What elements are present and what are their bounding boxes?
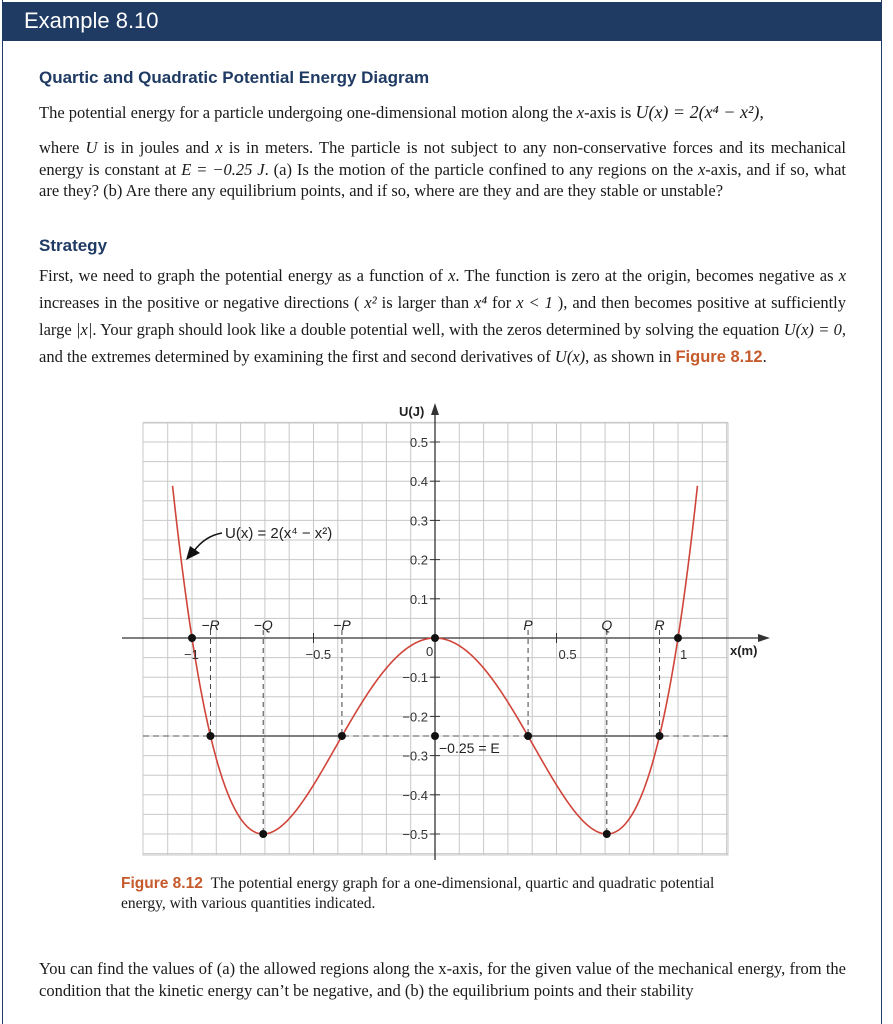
data-point (206, 732, 214, 740)
curve-label-arrow (194, 533, 222, 551)
data-point (603, 830, 611, 838)
y-tick-label: −0.4 (402, 787, 428, 803)
y-tick-label: −0.3 (402, 748, 428, 764)
marker-label--P: −P (333, 617, 351, 633)
data-point (674, 634, 682, 642)
data-point (338, 732, 346, 740)
x-tick-label: −1 (184, 647, 199, 662)
potential-formula: U(x) = 2(x⁴ − x²), (635, 102, 764, 122)
y-tick-label: 0.5 (409, 435, 428, 450)
curve-label: U(x) = 2(x⁴ − x²) (225, 525, 333, 542)
intro-paragraph: where U is in joules and x is in meters. The particle is not subject to any non-conservative forces and its mechanical energy is constant at E = −0.25 J. (a) Is the motion of the particle confined to any regions on the x-axis, and if so, what are they? (b) Are there any equilibrium points, and if so, where are they and are they stable or unstable? (39, 138, 847, 200)
x-tick-label: 1 (680, 647, 688, 662)
strategy-heading: Strategy (39, 236, 108, 255)
potential-energy-chart (110, 398, 780, 868)
marker-label-R: R (654, 617, 665, 633)
energy-label: −0.25 = E (439, 740, 500, 756)
data-point (188, 634, 196, 642)
y-tick-label: −0.1 (402, 670, 428, 686)
marker-label--R: −R (201, 617, 220, 633)
marker-label--Q: −Q (253, 617, 273, 633)
intro-line-1: The potential energy for a particle undergoing one-dimensional motion along the x-axis is U(x) = 2(x⁴ − x²), (39, 102, 764, 122)
bottom-paragraph: You can find the values of (a) the allowed regions along the x-axis, for the given value of the mechanical energy, from the condition that the kinetic energy can’t be negative, and (b) the equilibrium points and their stability (39, 959, 846, 1000)
y-tick-label: 0.4 (409, 474, 428, 490)
curve-label-arrowhead (186, 546, 200, 560)
y-axis-arrow (431, 403, 439, 415)
chart-labels (184, 404, 757, 842)
example-banner (2, 2, 882, 41)
energy-value: E = −0.25 J (181, 159, 265, 179)
caption-label: Figure 8.12 (121, 875, 203, 892)
y-tick-label: −0.5 (402, 827, 428, 842)
data-point (431, 634, 439, 642)
data-point (259, 830, 267, 838)
marker-label-Q: Q (601, 617, 613, 633)
x-axis-arrow (758, 634, 770, 642)
origin-label: 0 (426, 644, 434, 659)
data-point (524, 732, 532, 740)
example-title: Example 8.10 (24, 8, 159, 33)
caption-text: The potential energy graph for a one-dimensional, quartic and quadratic potential energy, with various quantities indicated. (121, 875, 715, 912)
section-heading: Quartic and Quadratic Potential Energy Diagram (39, 68, 430, 87)
figure-caption (121, 874, 731, 914)
y-tick-label: −0.2 (402, 709, 428, 725)
data-point (656, 732, 664, 740)
strategy-paragraph: First, we need to graph the potential energy as a function of x. The function is zero at the origin, becomes negative as x increases in the positive or negative directions ( x² is larger than x⁴ for x < 1 ), and then becomes positive at sufficiently large |x|. Your graph should look like a double potential well, with the zeros determined by solving the equation U(x) = 0, and the extremes determined by examining the first and second derivatives of U(x), as shown in Figure 8.12. (39, 266, 847, 366)
data-point (431, 732, 439, 740)
y-tick-label: 0.3 (409, 513, 428, 529)
marker-label-P: P (523, 617, 533, 633)
y-tick-label: 0.1 (409, 591, 428, 607)
x-tick-label: 0.5 (558, 647, 577, 662)
x-tick-label: −0.5 (305, 647, 332, 662)
y-tick-label: 0.2 (409, 552, 428, 568)
y-axis-label: U(J) (399, 404, 425, 419)
x-axis-label: x(m) (730, 643, 758, 658)
figure-link[interactable]: Figure 8.12 (675, 348, 763, 366)
